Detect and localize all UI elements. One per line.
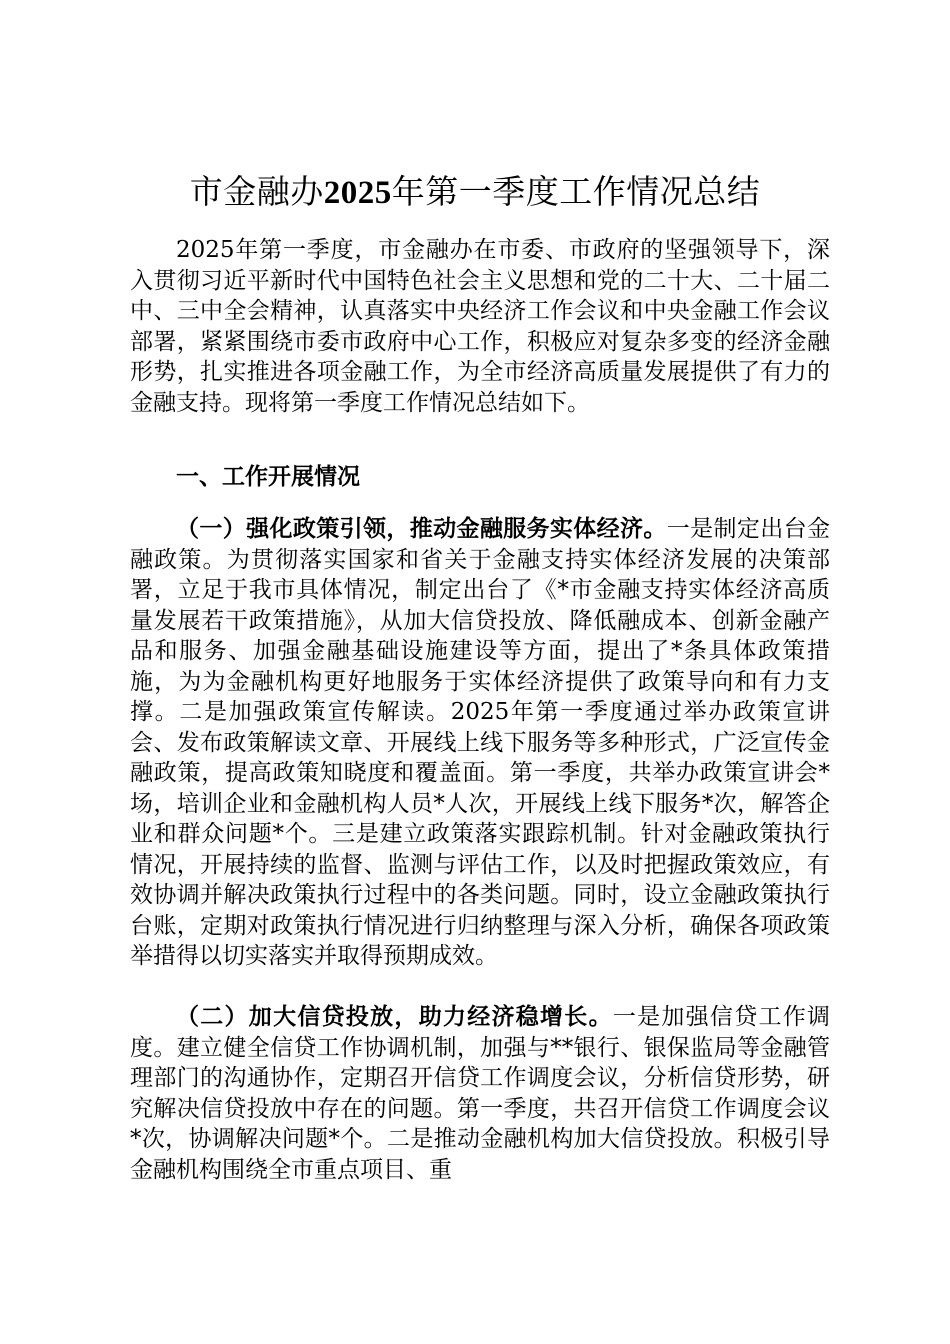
subsection-1-title: （一）强化政策引领，推动金融服务实体经济。 bbox=[176, 516, 667, 542]
document-title bbox=[0, 168, 950, 217]
title-year: 2025 bbox=[323, 175, 392, 211]
subsection-1-body: 一是制定出台金融政策。为贯彻落实国家和省关于金融支持实体经济发展的决策部署，立足于我市具体情况，制定出台了《*市金融支持实体经济高质量发展若干政策措施》，从加大信贷投放、降低融成本、创新金融产品和服务、加强金融基础设施建设等方面，提出了*条具体政策措施，为为金融机构更好地服务于实体经济提供了政策导向和有力支撑。二是加强政策宣传解读。2025年第一季度通过举办政策宣讲会、发布政策解读文章、开展线上线下服务等多种形式，广泛宣传金融政策，提高政策知晓度和覆盖面。第一季度，共举办政策宣讲会*场，培训企业和金融机构人员*人次，开展线上线下服务*次，解答企业和群众问题*个。三是建立政策落实跟踪机制。针对金融政策执行情况，开展持续的监督、监测与评估工作，以及时把握政策效应，有效协调并解决政策执行过程中的各类问题。同时，设立金融政策执行台账，定期对政策执行情况进行归纳整理与深入分析，确保各项政策举措得以切实落实并取得预期成效。 bbox=[130, 516, 831, 969]
title-prefix: 市金融办 bbox=[189, 172, 324, 211]
subsection-2-title: （二）加大信贷投放，助力经济稳增长。 bbox=[176, 1004, 613, 1030]
section-heading: 一、工作开展情况 bbox=[176, 464, 360, 490]
intro-paragraph: 2025年第一季度，市金融办在市委、市政府的坚强领导下，深入贯彻习近平新时代中国特色社会主义思想和党的二十大、二十届二中、三中全会精神，认真落实中央经济工作会议和中央金融工作会议部署，紧紧围绕市委市政府中心工作，积极应对复杂多变的经济金融形势，扎实推进各项金融工作，为全市经济高质量发展提供了有力的金融支持。现将第一季度工作情况总结如下。 bbox=[130, 237, 830, 416]
subsection-2-body: 一是加强信贷工作调度。建立健全信贷工作协调机制，加强与**银行、银保监局等金融管理部门的沟通协作，定期召开信贷工作调度会议，分析信贷形势，研究解决信贷投放中存在的问题。第一季度，共召开信贷工作调度会议*次，协调解决问题*个。二是推动金融机构加大信贷投放。积极引导金融机构围绕全市重点项目、重 bbox=[130, 1004, 831, 1183]
subsection-2-paragraph bbox=[130, 1002, 830, 1185]
subsection-1-paragraph bbox=[130, 514, 830, 972]
title-suffix: 年第一季度工作情况总结 bbox=[391, 172, 761, 211]
